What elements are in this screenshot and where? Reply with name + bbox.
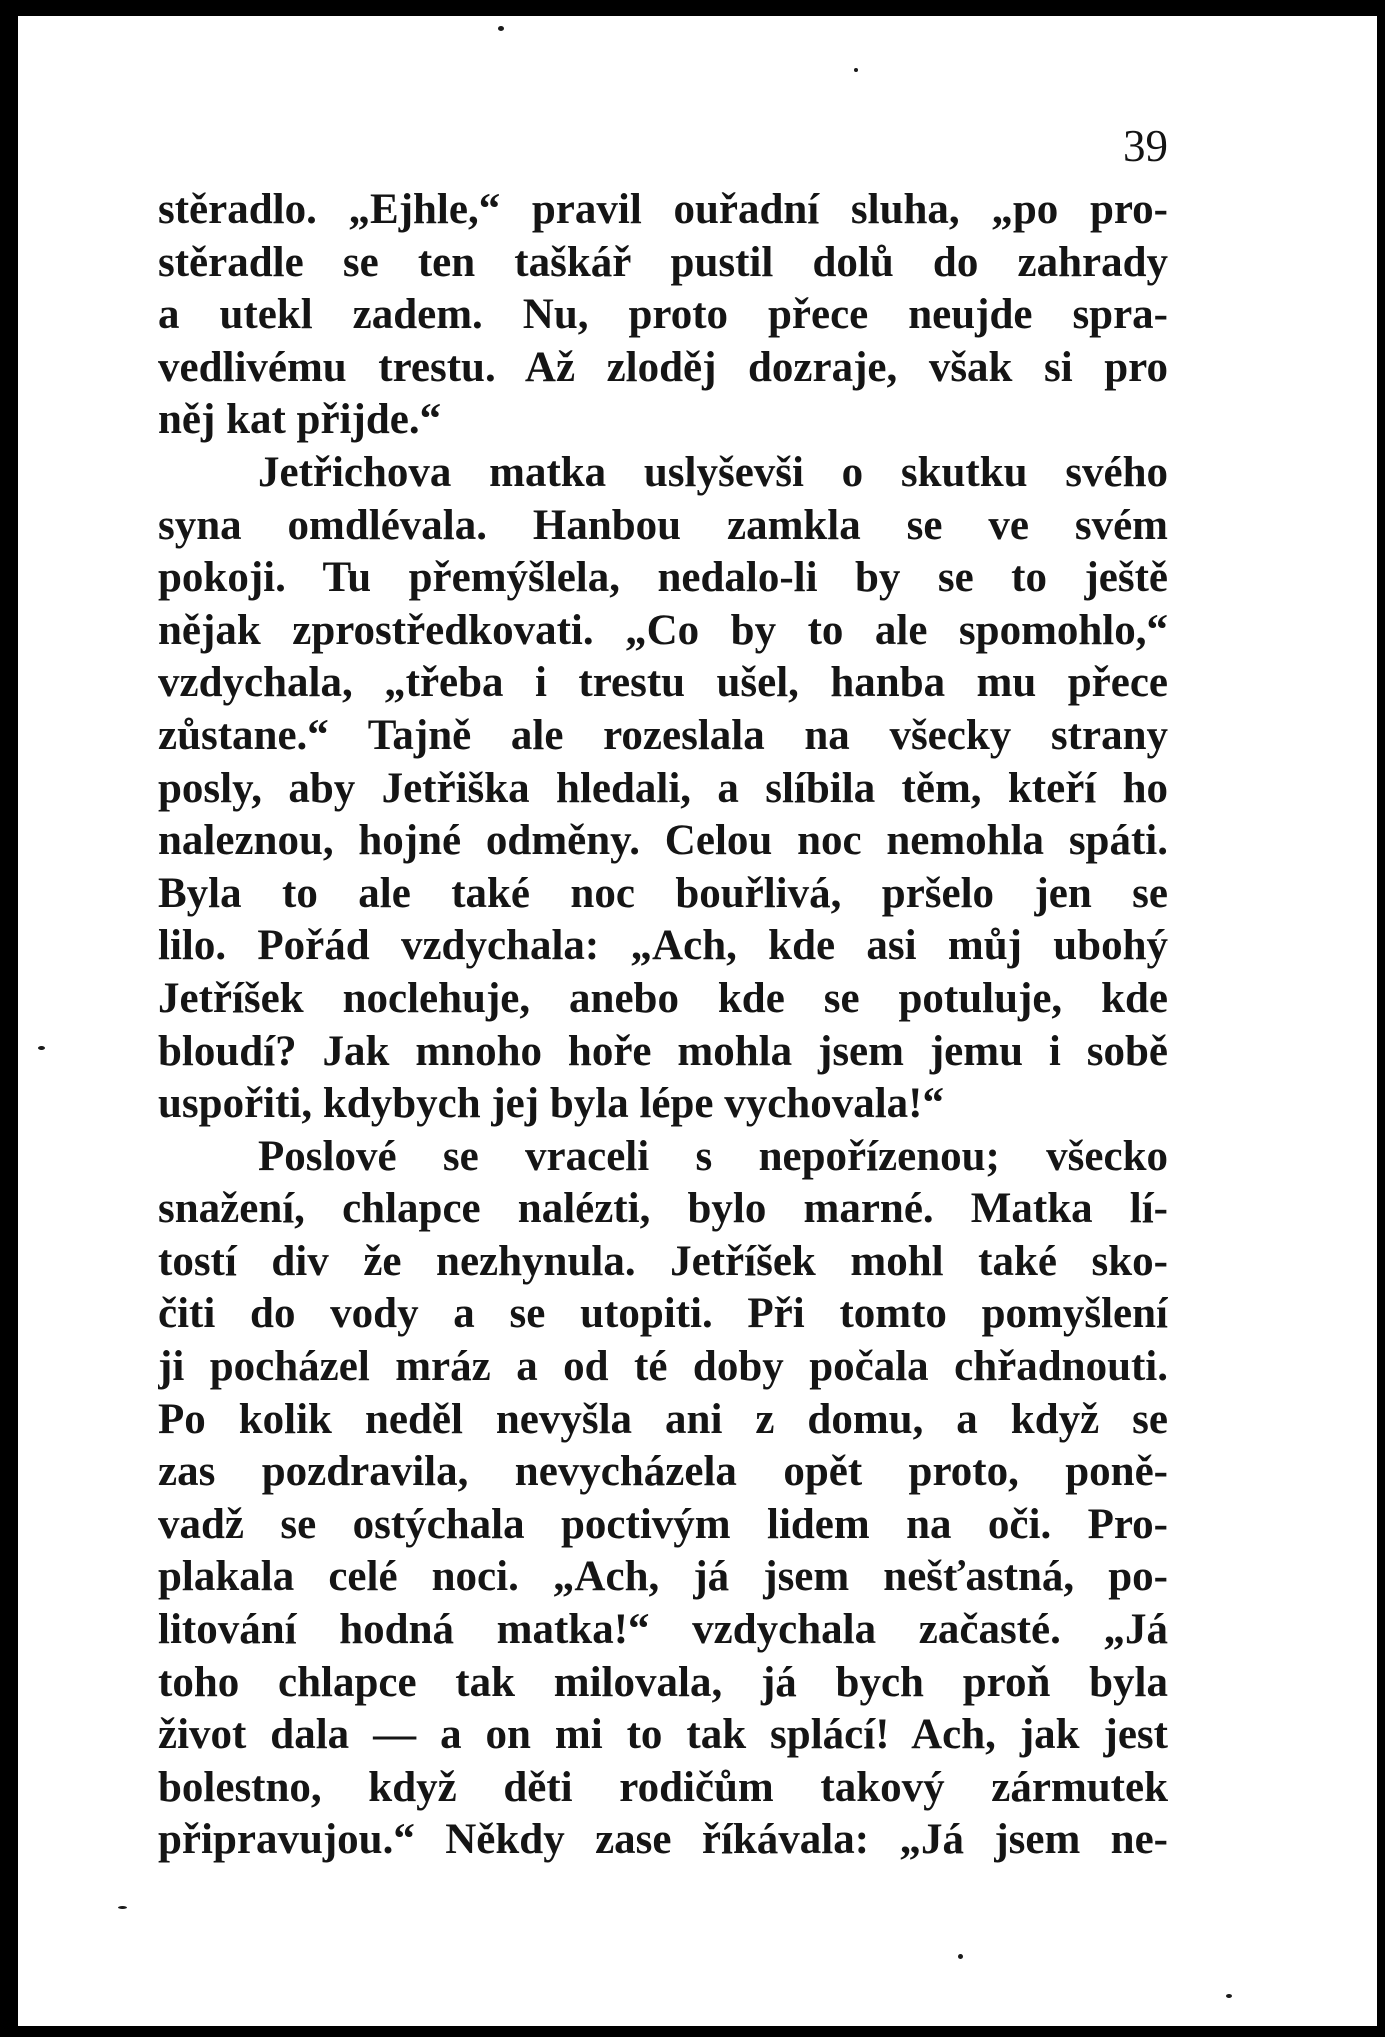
text-line: syna omdlévala. Hanbou zamkla se ve svém xyxy=(158,501,1168,549)
text-line: naleznou, hojné odměny. Celou noc nemohla spáti. xyxy=(158,817,1168,865)
text-line: Byla to ale také noc bouřlivá, pršelo jen se xyxy=(158,869,1168,917)
text-line: a utekl zadem. Nu, proto přece neujde spra- xyxy=(158,291,1168,339)
text-line: uspořiti, kdybych jej byla lépe vychovala!“ xyxy=(158,1080,944,1128)
text-line: nějak zprostředkovati. „Co by to ale spomohlo,“ xyxy=(158,606,1168,654)
text-line: připravujou.“ Někdy zase říkávala: „Já jsem ne- xyxy=(158,1816,1168,1864)
paper-speck xyxy=(958,1954,963,1959)
text-line: vadž se ostýchala poctivým lidem na oči. Pro- xyxy=(158,1500,1168,1548)
text-line: pokoji. Tu přemýšlela, nedalo-li by se to ještě xyxy=(158,554,1168,602)
text-line: vedlivému trestu. Až zloděj dozraje, však si pro xyxy=(158,343,1168,391)
text-line: ji pocházel mráz a od té doby počala chřadnouti. xyxy=(158,1343,1168,1391)
text-line: lilo. Pořád vzdychala: „Ach, kde asi můj ubohý xyxy=(158,922,1168,970)
text-line: život dala — a on mi to tak splácí! Ach, jak jest xyxy=(158,1711,1168,1759)
text-line: Jetřichova matka uslyševši o skutku svého xyxy=(258,448,1168,496)
text-line: něj kat přijde.“ xyxy=(158,396,442,444)
text-line: litování hodná matka!“ vzdychala začasté. „Já xyxy=(158,1606,1168,1654)
text-line: vzdychala, „třeba i trestu ušel, hanba mu přece xyxy=(158,659,1168,707)
text-line: bolestno, když děti rodičům takový zármutek xyxy=(158,1763,1168,1811)
text-line: Jetříšek noclehuje, anebo kde se potuluje, kde xyxy=(158,974,1168,1022)
page-number: 39 xyxy=(1123,121,1168,171)
text-line: čiti do vody a se utopiti. Při tomto pomyšlení xyxy=(158,1290,1168,1338)
paper-speck xyxy=(854,68,858,72)
paper-speck xyxy=(1226,1994,1232,1998)
paper-speck xyxy=(118,1906,127,1909)
text-line: stěradlo. „Ejhle,“ pravil ouřadní sluha, „po pro- xyxy=(158,186,1168,233)
text-line: snažení, chlapce nalézti, bylo marné. Matka lí- xyxy=(158,1185,1168,1233)
paper-speck xyxy=(38,1046,45,1050)
text-line: stěradle se ten taškář pustil dolů do zahrady xyxy=(158,238,1168,286)
text-line: zas pozdravila, nevycházela opět proto, poně- xyxy=(158,1448,1168,1496)
text-line: Poslové se vraceli s nepořízenou; všecko xyxy=(258,1132,1168,1180)
paper-speck xyxy=(498,26,504,31)
text-line: bloudí? Jak mnoho hoře mohla jsem jemu i sobě xyxy=(158,1027,1168,1075)
text-line: toho chlapce tak milovala, já bych proň byla xyxy=(158,1658,1168,1706)
body-text xyxy=(158,184,1168,1867)
text-line: tostí div že nezhynula. Jetříšek mohl také sko- xyxy=(158,1237,1168,1285)
text-line: posly, aby Jetřiška hledali, a slíbila těm, kteří ho xyxy=(158,764,1168,812)
text-line: Po kolik neděl nevyšla ani z domu, a když se xyxy=(158,1395,1168,1443)
text-line: zůstane.“ Tajně ale rozeslala na všecky strany xyxy=(158,711,1168,759)
text-line: plakala celé noci. „Ach, já jsem nešťastná, po- xyxy=(158,1553,1168,1601)
book-page xyxy=(18,16,1377,2026)
